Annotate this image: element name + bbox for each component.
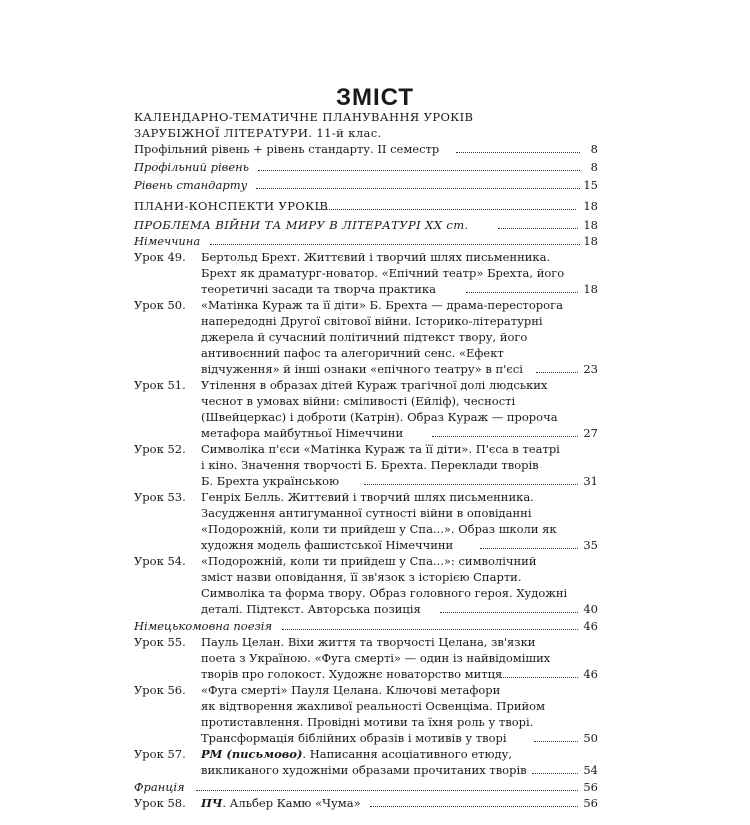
lesson-text-line: Б. Брехта українською [201, 474, 340, 488]
lesson-text-line: викликаного художніми образами прочитаних творів [201, 763, 527, 777]
toc-entry-page: 18 [583, 282, 598, 296]
dot-leader [196, 790, 578, 791]
dot-leader [258, 170, 580, 171]
lesson-text-line: як відтворення жахливої реальності Освенціма. Прийом [201, 699, 546, 713]
toc-entry-page: 56 [583, 796, 598, 810]
section-heading-line1: КАЛЕНДАРНО-ТЕМАТИЧНЕ ПЛАНУВАННЯ УРОКІВ [134, 110, 474, 124]
toc-entry-page: 31 [583, 474, 598, 488]
toc-entry-page: 50 [583, 731, 598, 745]
lesson-number: Урок 58. [134, 796, 186, 810]
lesson-text-line: Засудження антигуманної сутності війни в оповіданні [201, 506, 532, 520]
lesson-number: Урок 52. [134, 442, 186, 456]
dot-leader [500, 677, 578, 678]
toc-entry-page: 27 [583, 426, 598, 440]
lesson-text-line [201, 747, 512, 761]
toc-entry-page: 46 [583, 619, 598, 633]
toc-entry-label: Німеччина [134, 234, 201, 248]
lesson-text: . Написання асоціативного етюду, [302, 747, 512, 761]
toc-entry-label: Німецькомовна поезія [134, 619, 273, 633]
lesson-text-line: Символіка та форма твору. Образ головного героя. Художні [201, 586, 568, 600]
lesson-text-line: (Швейцеркас) і доброти (Катрін). Образ Кураж — пророча [201, 410, 558, 424]
lesson-text-line: відчуження» й інші ознаки «епічного театру» в п'єсі [201, 362, 523, 376]
lesson-text-line: деталі. Підтекст. Авторська позиція [201, 602, 421, 616]
toc-entry-page: 35 [583, 538, 598, 552]
lesson-text: . Альбер Камю «Чума» [222, 796, 361, 810]
toc-entry-label: ПРОБЛЕМА ВІЙНИ ТА МИРУ В ЛІТЕРАТУРІ ХХ ст. [134, 218, 469, 232]
dot-leader [466, 292, 578, 293]
toc-entry-page: 15 [583, 178, 598, 192]
lesson-text-line: зміст назви оповідання, її зв'язок з історією Спарти. [201, 570, 522, 584]
lesson-text-line: і кіно. Значення творчості Б. Брехта. Переклади творів [201, 458, 539, 472]
lesson-number: Урок 51. [134, 378, 186, 392]
lesson-text-line: протиставлення. Провідні мотиви та їхня роль у творі. [201, 715, 534, 729]
lesson-prefix: РМ (письмово) [201, 747, 303, 761]
lesson-text-line [201, 796, 361, 810]
dot-leader [282, 629, 578, 630]
lesson-number: Урок 56. [134, 683, 186, 697]
lesson-number: Урок 57. [134, 747, 186, 761]
lesson-text-line: антивоєнний пафос та алегоричний сенс. «Ефект [201, 346, 504, 360]
lesson-text-line: Брехт як драматург-новатор. «Епічний театр» Брехта, його [201, 266, 565, 280]
toc-entry-page: 46 [583, 667, 598, 681]
lesson-text-line: художня модель фашистської Німеччини [201, 538, 454, 552]
dot-leader [256, 188, 580, 189]
page-title: ЗМІСТ [335, 84, 415, 111]
lesson-number: Урок 50. [134, 298, 186, 312]
section-heading-line2: ЗАРУБІЖНОЇ ЛІТЕРАТУРИ. 11-й клас. [134, 126, 382, 140]
toc-entry-page: 40 [583, 602, 598, 616]
toc-entry-label: Франція [134, 780, 185, 794]
lesson-number: Урок 53. [134, 490, 186, 504]
toc-entry-page: 56 [583, 780, 598, 794]
lesson-text-line: напередодні Другої світової війни. Історико-літературні [201, 314, 543, 328]
lesson-text-line: метафора майбутньої Німеччини [201, 426, 404, 440]
toc-entry-label: Рівень стандарту [134, 178, 248, 192]
dot-leader [432, 436, 578, 437]
lesson-prefix: ПЧ [201, 796, 223, 810]
dot-leader [370, 806, 578, 807]
toc-entry-page: 18 [583, 218, 598, 232]
lesson-number: Урок 54. [134, 554, 186, 568]
lesson-text-line: «Подорожній, коли ти прийдеш у Спа...». Образ школи як [201, 522, 557, 536]
lesson-text-line: Пауль Целан. Віхи життя та творчості Целана, зв'язки [201, 635, 536, 649]
dot-leader [534, 741, 578, 742]
dot-leader [456, 152, 580, 153]
lesson-text-line: Генріх Белль. Життєвий і творчий шлях письменника. [201, 490, 534, 504]
dot-leader [318, 209, 576, 210]
lesson-text-line: джерела й сучасний політичний підтекст твору, його [201, 330, 528, 344]
toc-entry-page: 23 [583, 362, 598, 376]
toc-entry-page: 8 [590, 160, 598, 174]
lesson-number: Урок 55. [134, 635, 186, 649]
dot-leader [440, 612, 578, 613]
toc-entry-page: 8 [590, 142, 598, 156]
toc-entry-label: Профільний рівень + рівень стандарту. ІІ семестр [134, 142, 440, 156]
toc-entry-page: 54 [583, 763, 598, 777]
lesson-text-line: Трансформація біблійних образів і мотивів у творі [201, 731, 507, 745]
dot-leader [536, 372, 578, 373]
lesson-text-line: «Матінка Кураж та її діти» Б. Брехта — драма-пересторога [201, 298, 563, 312]
dot-leader [498, 228, 578, 229]
lesson-text-line: Утілення в образах дітей Кураж трагічної долі людських [201, 378, 548, 392]
dot-leader [364, 484, 578, 485]
toc-entry-label: ПЛАНИ-КОНСПЕКТИ УРОКІВ [134, 199, 329, 213]
toc-entry-label: Профільний рівень [134, 160, 249, 174]
toc-entry-page: 18 [583, 234, 598, 248]
lesson-text-line: поета з Україною. «Фуга смерті» — один із найвідоміших [201, 651, 551, 665]
lesson-text-line: чеснот в умовах війни: сміливості (Ейліф), чесності [201, 394, 516, 408]
lesson-text-line: творів про голокост. Художнє новаторство митця [201, 667, 503, 681]
toc-entry-page: 18 [583, 199, 598, 213]
lesson-text-line: Символіка п'єси «Матінка Кураж та її діти». П'єса в театрі [201, 442, 560, 456]
lesson-text-line: Бертольд Брехт. Життєвий і творчий шлях письменника. [201, 250, 551, 264]
lesson-text-line: теоретичні засади та творча практика [201, 282, 436, 296]
dot-leader [210, 244, 580, 245]
dot-leader [480, 548, 578, 549]
lesson-text-line: «Фуга смерті» Пауля Целана. Ключові метафори [201, 683, 501, 697]
lesson-number: Урок 49. [134, 250, 186, 264]
dot-leader [532, 773, 578, 774]
lesson-text-line: «Подорожній, коли ти прийдеш у Спа...»: символічний [201, 554, 537, 568]
